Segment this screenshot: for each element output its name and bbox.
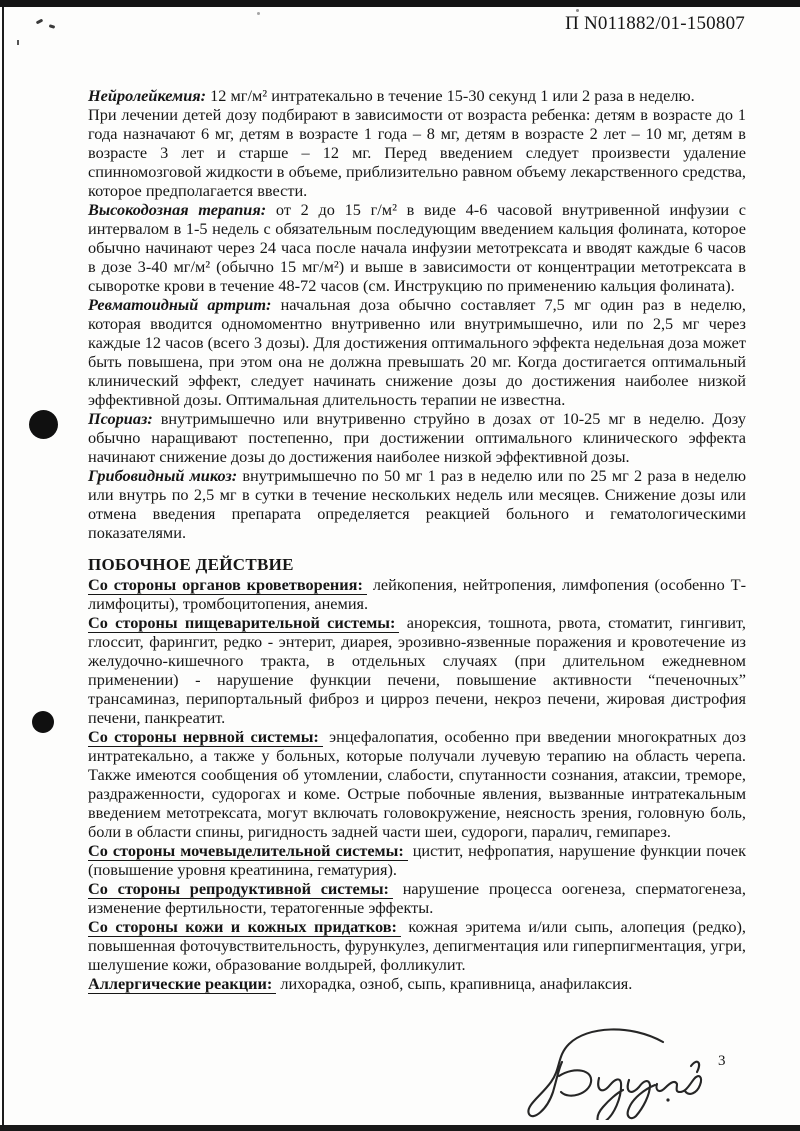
- paragraph-text: внутримышечно или внутривенно струйно в дозах от 10-25 мг в неделю. Дозу обычно наращивают постепенно, при достижении оптимального клинического эффекта начинают снижение дозы до достижения наиболее низкой эффективной дозы.: [88, 409, 746, 466]
- side-effect-text: нарушение процесса оогенеза, сперматогенеза, изменение фертильности, тератогенные эффекты.: [88, 879, 746, 917]
- side-effect-hematopoiesis: [88, 575, 746, 613]
- side-effect-lead: Со стороны пищеварительной системы:: [88, 613, 399, 633]
- paragraph-text: внутримышечно по 50 мг 1 раз в неделю или по 25 мг 2 раза в неделю или внутрь по 2,5 мг в сутки в течение нескольких недель или месяцев. Снижение дозы или отмена введения препарата определяется реакцией больного и гематологическими показателями.: [88, 466, 746, 542]
- side-effect-allergic: [88, 974, 746, 993]
- side-effect-text: лихорадка, озноб, сыпь, крапивница, анафилаксия.: [280, 974, 633, 993]
- scan-speck: [576, 9, 579, 12]
- side-effect-text: лейкопения, нейтропения, лимфопения (особенно Т-лимфоциты), тромбоцитопения, анемия.: [88, 575, 746, 613]
- paragraph-text: 12 мг/м² интратекально в течение 15-30 секунд 1 или 2 раза в неделю.: [210, 86, 695, 105]
- paragraph-text: При лечении детей дозу подбирают в зависимости от возраста ребенка: детям в возрасте до 1 года назначают 6 мг, детям в возрасте 1 года – 8 мг, детям в возрасте 2 лет – 10 мг, детям в возрасте 3 лет и старше – 12 мг. Перед введением следует произвести удаление спинномозговой жидкости в объеме, приблизительно равном объему лекарственного средства, которое предполагается ввести.: [88, 105, 746, 200]
- paragraph-mycosis-fungoides: [88, 466, 746, 542]
- side-effect-lead: Со стороны нервной системы:: [88, 727, 323, 747]
- paragraph-lead: Псориаз:: [88, 409, 153, 428]
- side-effect-lead: Со стороны мочевыделительной системы:: [88, 841, 408, 861]
- side-effect-nervous: [88, 727, 746, 841]
- handwritten-signature: [505, 1020, 705, 1120]
- side-effect-lead: Аллергические реакции:: [88, 974, 276, 994]
- registration-number: П N011882/01-150807: [565, 13, 745, 34]
- side-effect-urinary: [88, 841, 746, 879]
- paragraph-psoriasis: [88, 409, 746, 466]
- side-effect-text: энцефалопатия, особенно при введении многократных доз интратекально, а также у больных, которые получали лучевую терапию на область черепа. Также имеются сообщения об утомлении, слабости, спутанности сознания, атаксии, треморе, раздраженности, судорогах и коме. Острые побочные явления, вызванные интратекальным введением метотрексата, могут включать головокружение, неясность зрения, головную боль, боли в области спины, ригидность задней части шеи, судороги, паралич, гемипарез.: [88, 727, 746, 841]
- scan-edge-left: [2, 7, 4, 1125]
- paragraph-children-dosing: [88, 105, 746, 200]
- side-effect-lead: Со стороны кожи и кожных придатков:: [88, 917, 401, 937]
- paragraph-lead: Грибовидный микоз:: [88, 466, 238, 485]
- side-effect-text: цистит, нефропатия, нарушение функции почек (повышение уровня креатинина, гематурия).: [88, 841, 746, 879]
- side-effect-reproductive: [88, 879, 746, 917]
- paragraph-rheumatoid-arthritis: [88, 295, 746, 409]
- paragraph-lead: Ревматоидный артрит:: [88, 295, 272, 314]
- scan-edge-top: [0, 0, 800, 7]
- side-effect-text: кожная эритема и/или сыпь, алопеция (редко), повышенная фоточувствительность, фурункулез, депигментация или гиперпигментация, угри, шелушение кожи, образование волдырей, фолликулит.: [88, 917, 747, 974]
- scan-speck: [257, 12, 260, 15]
- paragraph-high-dose-therapy: [88, 200, 746, 295]
- paragraph-text: начальная доза обычно составляет 7,5 мг один раз в неделю, которая вводится одномоментно внутривенно или внутримышечно, или по 2,5 мг через каждые 12 часов (всего 3 дозы). Для достижения оптимального эффекта недельная доза может быть повышена, при этом она не должна превышать 20 мг. Когда достигается оптимальный клинический эффект, следует начинать снижение дозы до достижения наиболее низкой эффективной дозы. Оптимальная длительность терапии не известна.: [88, 295, 746, 409]
- side-effect-lead: Со стороны органов кроветворения:: [88, 575, 367, 595]
- scan-speck: [36, 19, 44, 25]
- scan-edge-bottom: [0, 1125, 800, 1131]
- side-effect-lead: Со стороны репродуктивной системы:: [88, 879, 393, 899]
- paragraph-text: от 2 до 15 г/м² в виде 4-6 часовой внутривенной инфузии с интервалом в 1-5 недель с обязательным последующим введением кальция фолината, которое обычно начинают через 24 часа после начала инфузии метотрексата и вводят каждые 6 часов в дозе 3-40 мг/м² (обычно 15 мг/м²) и выше в зависимости от концентрации метотрексата в сыворотке крови в течение 48-72 часов (см. Инструкцию по применению кальция фолината).: [88, 200, 746, 295]
- side-effect-digestive: [88, 613, 746, 727]
- side-effect-skin: [88, 917, 746, 974]
- section-heading-side-effects: ПОБОЧНОЕ ДЕЙСТВИЕ: [88, 555, 294, 574]
- hole-punch-mark: [29, 410, 58, 439]
- side-effect-text: анорексия, тошнота, рвота, стоматит, гингивит, глоссит, фарингит, редко - энтерит, диарея, эрозивно-язвенные поражения и кровотечение из желудочно-кишечного тракта, в отдельных случаях (при длительном ежедневном применении) - нарушение функции печени, повышение активности “печеночных” трансаминаз, перипортальный фиброз и цирроз печени, некроз печени, жировая дистрофия печени, панкреатит.: [88, 613, 746, 727]
- document-body: [88, 86, 746, 993]
- paragraph-lead: Нейролейкемия:: [88, 86, 207, 105]
- paragraph-lead: Высокодозная терапия:: [88, 200, 267, 219]
- scan-speck: [17, 40, 19, 45]
- scan-speck: [49, 24, 56, 29]
- paragraph-neuroleukemia: [88, 86, 746, 105]
- page-number: 3: [718, 1053, 726, 1069]
- hole-punch-mark: [32, 711, 54, 733]
